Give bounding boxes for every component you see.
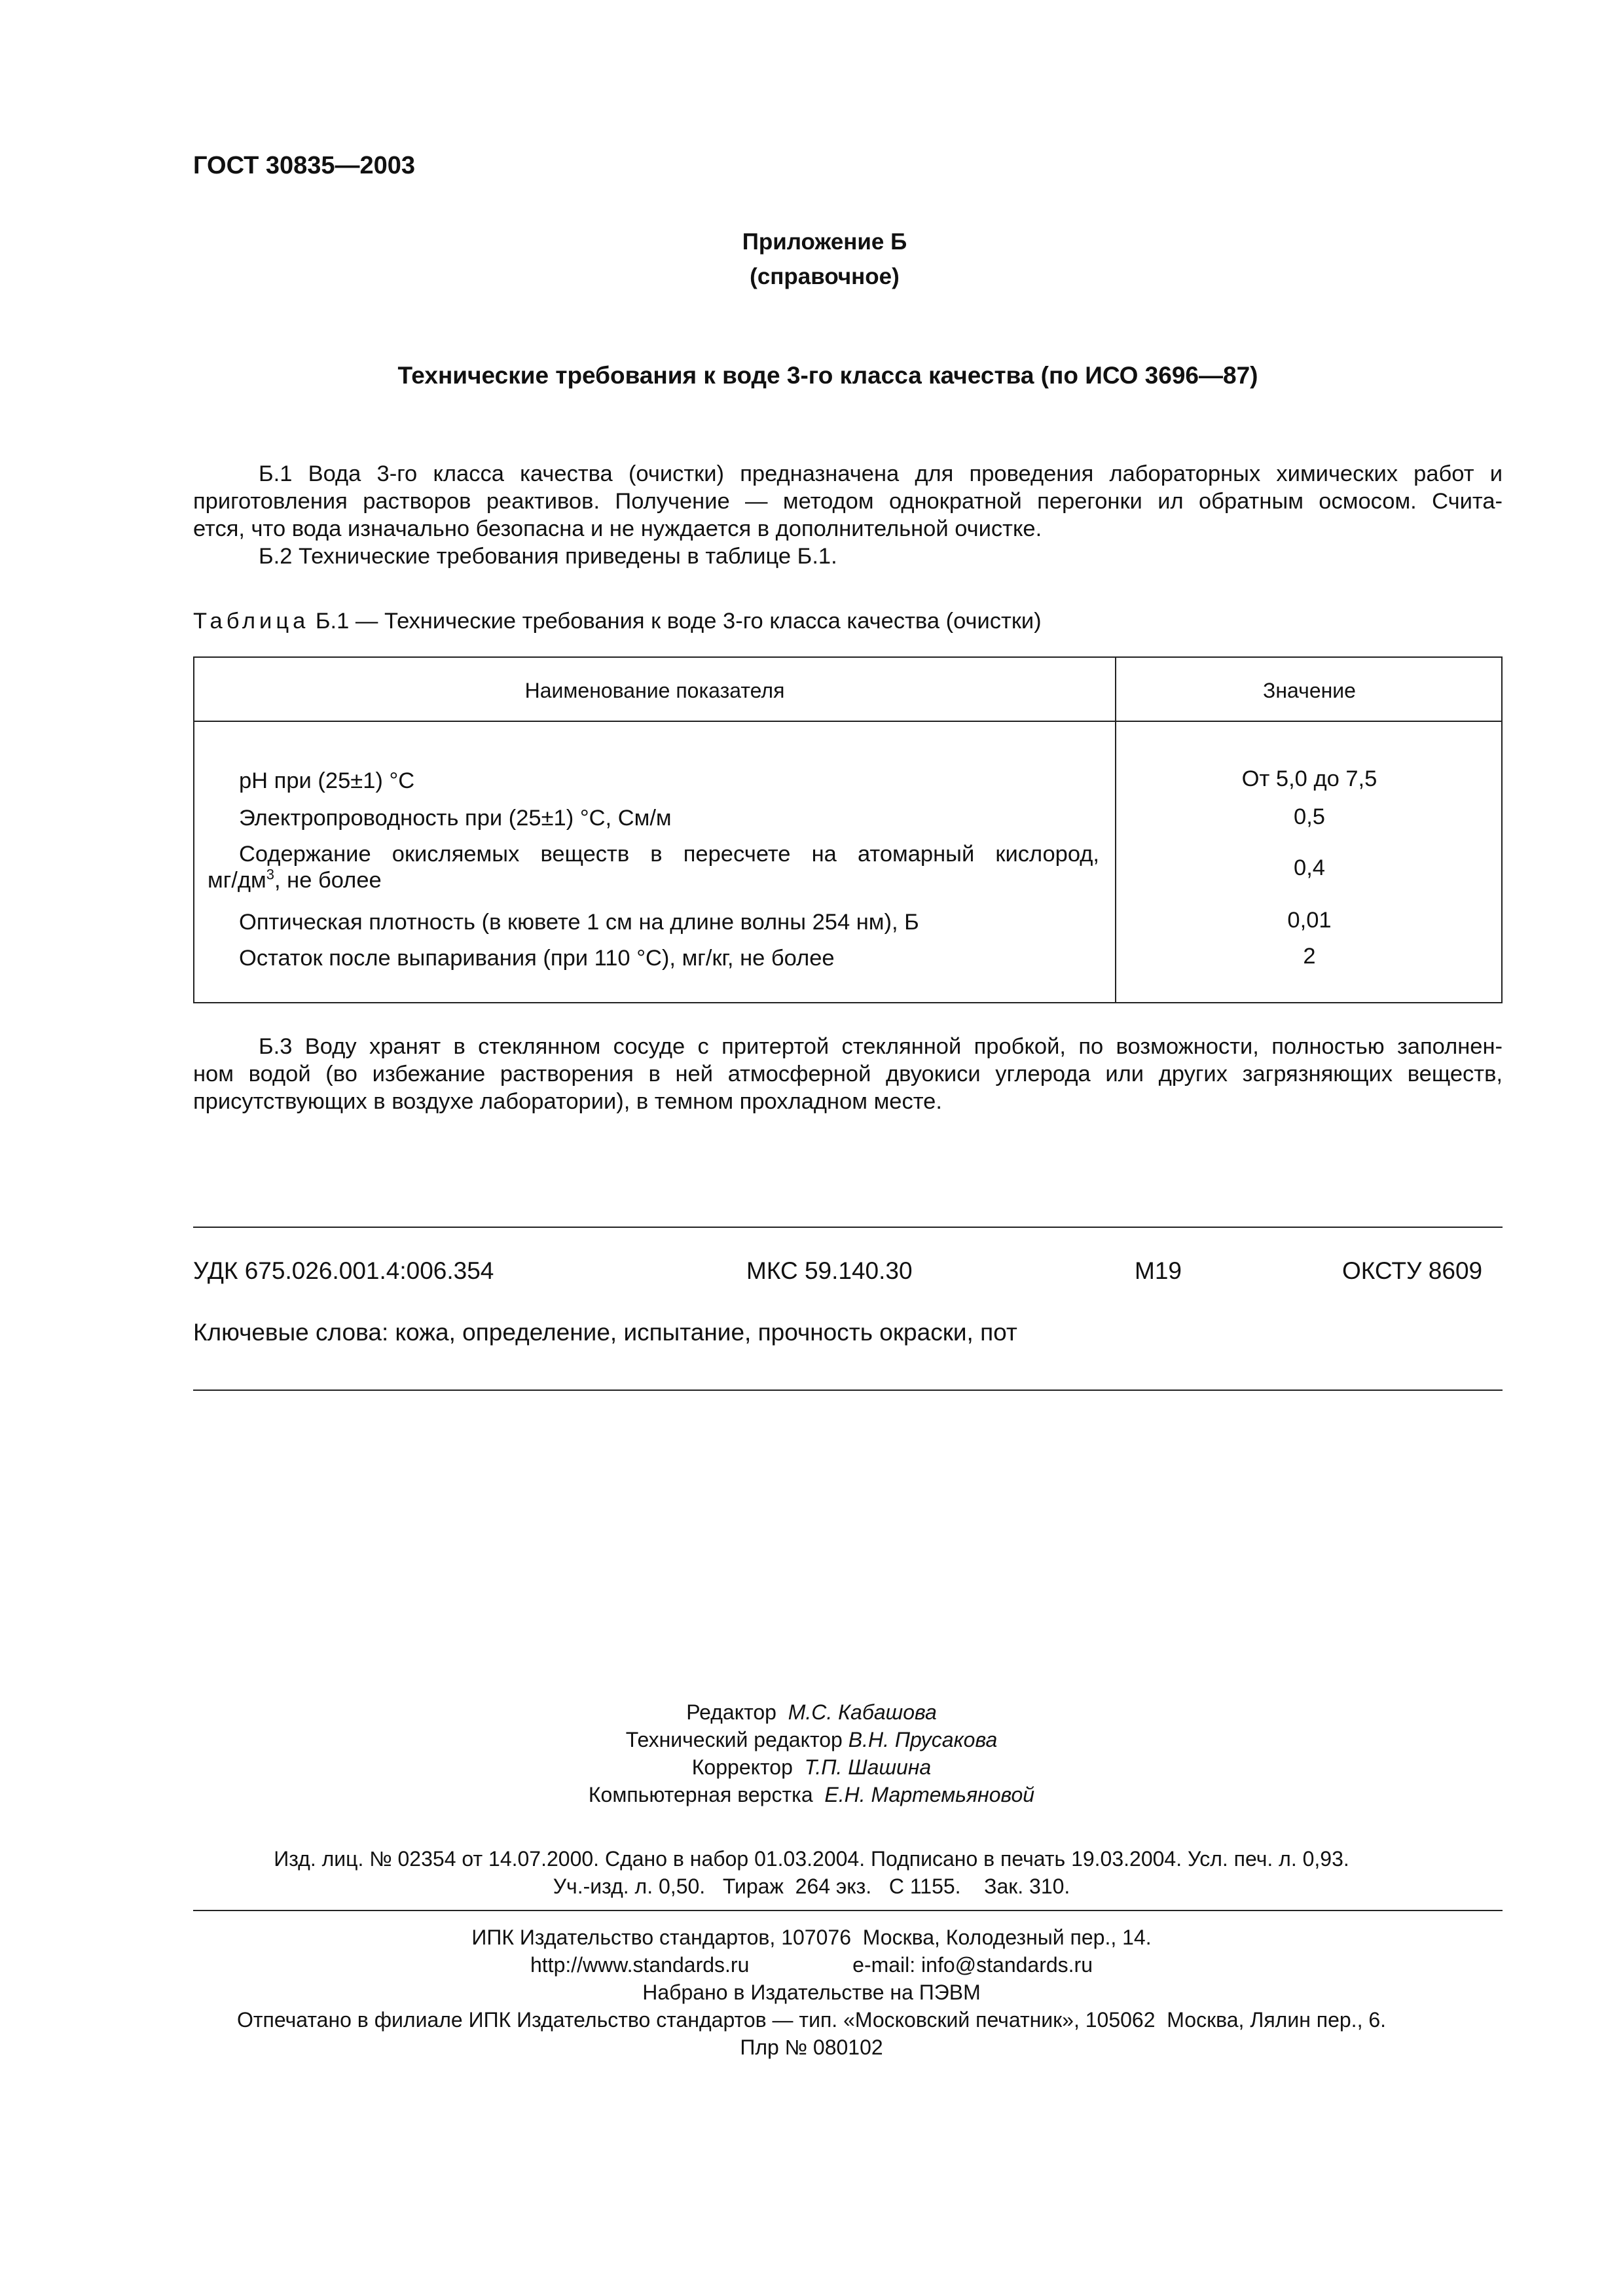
credit-role: Редактор <box>686 1700 776 1724</box>
okstu-code: ОКСТУ 8609 <box>1342 1257 1483 1284</box>
table-row-value: 0,01 <box>1287 908 1332 933</box>
paragraph-b3 <box>193 1033 1503 1115</box>
paragraph-line: ном водой (во избежание растворения в ней атмосферной двуокиси углерода или других загрязняющих веществ, <box>193 1062 1503 1086</box>
credit-row <box>0 1783 1623 1810</box>
table-row-value: 2 <box>1303 944 1316 969</box>
appendix-type: (справочное) <box>750 264 900 289</box>
publisher-line: Набрано в Издательстве на ПЭВМ <box>642 1981 981 2004</box>
divider <box>193 1227 1503 1228</box>
table-header-name: Наименование показателя <box>524 679 785 702</box>
unit-text: мг/дм <box>208 868 266 893</box>
publisher-contacts <box>0 1953 1623 1981</box>
paragraph-b2: Б.2 Технические требования приведены в таблице Б.1. <box>259 544 837 569</box>
table-caption <box>193 609 1042 634</box>
credit-row <box>0 1728 1623 1755</box>
table-row-name: pH при (25±1) °С <box>239 768 415 793</box>
table-header-divider <box>194 721 1501 722</box>
credit-role: Компьютерная верстка <box>588 1783 813 1806</box>
credit-row <box>0 1755 1623 1783</box>
credit-name: М.С. Кабашова <box>788 1700 937 1724</box>
table-row-name: Остаток после выпаривания (при 110 °С), мг/кг, не более <box>239 946 835 971</box>
table-row-name: Электропроводность при (25±1) °С, См/м <box>239 806 672 831</box>
publisher-line: ИПК Издательство стандартов, 107076 Москва, Колодезный пер., 14. <box>471 1926 1152 1949</box>
paragraph-line: приготовления растворов реактивов. Получение — методом однократной перегонки ил обратным осмосом. Счита- <box>193 489 1503 514</box>
credit-name: В.Н. Прусакова <box>848 1728 998 1751</box>
table-row-value: 0,5 <box>1294 804 1325 829</box>
credit-name: Е.Н. Мартемьяновой <box>824 1783 1035 1806</box>
table-row-value: От 5,0 до 7,5 <box>1241 766 1377 791</box>
publisher-email[interactable]: e-mail: info@standards.ru <box>852 1953 1093 1977</box>
appendix-title: Приложение Б <box>742 229 907 255</box>
credit-role: Корректор <box>691 1755 793 1779</box>
print-info <box>0 1847 1623 1902</box>
requirements-table <box>193 656 1503 1003</box>
paragraph-line: Б.3 Воду хранят в стеклянном сосуде с притертой стеклянной пробкой, по возможности, полностью заполнен- <box>259 1034 1503 1059</box>
paragraph-b1 <box>193 460 1503 570</box>
credit-name: Т.П. Шашина <box>804 1755 932 1779</box>
standard-code: ГОСТ 30835—2003 <box>193 152 416 179</box>
unit-superscript: 3 <box>266 866 274 883</box>
credit-row <box>0 1700 1623 1728</box>
credits <box>0 1700 1623 1810</box>
divider <box>193 1390 1503 1391</box>
table-header-value: Значение <box>1263 679 1356 702</box>
credit-role: Технический редактор <box>625 1728 843 1751</box>
divider <box>193 1910 1503 1911</box>
paragraph-line: присутствующих в воздухе лаборатории), в темном прохладном месте. <box>193 1089 942 1114</box>
table-caption-word: Таблица <box>193 609 310 634</box>
publisher-line: Плр № 080102 <box>740 2036 883 2059</box>
table-row-name-line2 <box>208 867 1099 893</box>
table-row-name-line1: Содержание окисляемых веществ в пересчете на атомарный кислород, <box>239 842 1099 867</box>
keywords: Ключевые слова: кожа, определение, испытание, прочность окраски, пот <box>193 1319 1017 1346</box>
table-caption-text: Б.1 — Технические требования к воде 3-го класса качества (очистки) <box>315 609 1042 634</box>
publisher-info <box>0 1926 1623 2063</box>
section-title: Технические требования к воде 3-го класса качества (по ИСО 3696—87) <box>397 362 1258 389</box>
unit-suffix: , не более <box>274 868 382 893</box>
paragraph-line: ется, что вода изначально безопасна и не нуждается в дополнительной очистке. <box>193 516 1042 541</box>
table-row-value: 0,4 <box>1294 855 1325 880</box>
publisher-line: Отпечатано в филиале ИПК Издательство стандартов — тип. «Московский печатник», 105062 Москва, Лялин пер., 6. <box>236 2008 1387 2032</box>
category-code: М19 <box>1135 1257 1182 1284</box>
print-info-line: Изд. лиц. № 02354 от 14.07.2000. Сдано в набор 01.03.2004. Подписано в печать 19.03.2004. Усл. печ. л. 0,93. <box>274 1847 1349 1871</box>
print-info-line: Уч.-изд. л. 0,50. Тираж 264 экз. С 1155. Зак. 310. <box>553 1874 1070 1898</box>
udk-code: УДК 675.026.001.4:006.354 <box>193 1257 494 1284</box>
table-row-name <box>208 841 1099 893</box>
publisher-website[interactable]: http://www.standards.ru <box>530 1953 750 1977</box>
paragraph-line: Б.1 Вода 3-го класса качества (очистки) предназначена для проведения лабораторных химических работ и <box>259 461 1503 486</box>
appendix-heading <box>0 229 1623 298</box>
table-row-name: Оптическая плотность (в кювете 1 см на длине волны 254 нм), Б <box>239 910 919 935</box>
mks-code: МКС 59.140.30 <box>746 1257 913 1284</box>
